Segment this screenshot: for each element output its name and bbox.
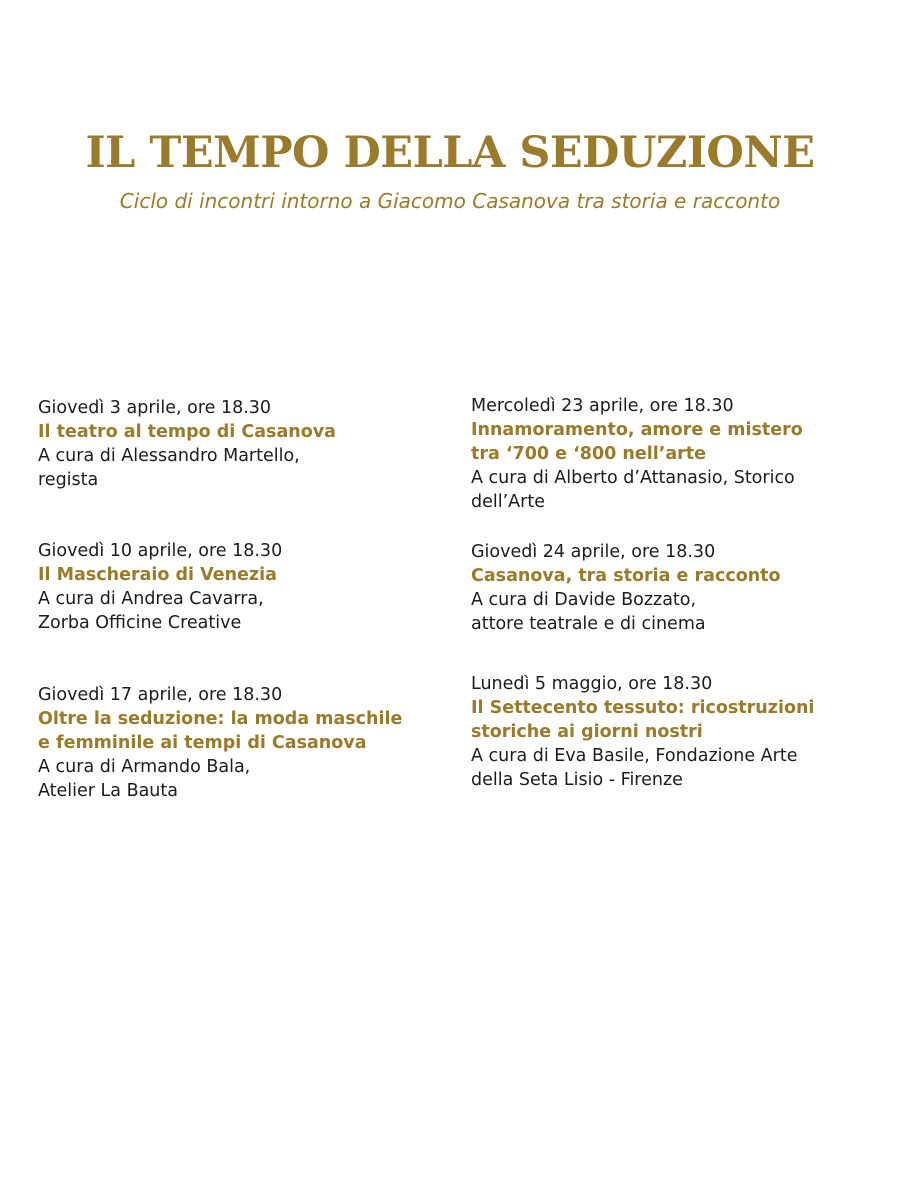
- event-date: Giovedì 3 aprile, ore 18.30: [38, 398, 272, 418]
- event-date: Giovedì 10 aprile, ore 18.30: [38, 541, 283, 561]
- event-title: Il Mascheraio di Venezia: [38, 565, 277, 585]
- event-title: tra ‘700 e ‘800 nell’arte: [471, 444, 707, 464]
- event-date: Giovedì 24 aprile, ore 18.30: [471, 542, 716, 562]
- event-date: Mercoledì 23 aprile, ore 18.30: [471, 396, 734, 416]
- event-curator: A cura di Davide Bozzato,: [471, 590, 697, 610]
- event-curator: A cura di Armando Bala,: [38, 757, 251, 777]
- event-curator: dell’Arte: [471, 492, 545, 512]
- page-title: IL TEMPO DELLA SEDUZIONE: [85, 128, 815, 178]
- event-title: Oltre la seduzione: la moda maschile: [38, 709, 403, 729]
- event-curator: della Seta Lisio - Firenze: [471, 770, 683, 790]
- event-item: [38, 683, 458, 803]
- event-title: Il Settecento tessuto: ricostruzioni: [471, 698, 815, 718]
- header: [0, 118, 900, 214]
- event-item: [38, 539, 458, 635]
- event-title: Innamoramento, amore e mistero: [471, 420, 803, 440]
- event-curator: A cura di Eva Basile, Fondazione Arte: [471, 746, 798, 766]
- event-curator: Zorba Officine Creative: [38, 613, 242, 633]
- event-item: [471, 540, 891, 636]
- event-date: Giovedì 17 aprile, ore 18.30: [38, 685, 283, 705]
- event-curator: A cura di Alberto d’Attanasio, Storico: [471, 468, 795, 488]
- page-subtitle: Ciclo di incontri intorno a Giacomo Casanova tra storia e racconto: [119, 189, 781, 213]
- event-title: Casanova, tra storia e racconto: [471, 566, 781, 586]
- event-item: [38, 396, 458, 492]
- event-title: Il teatro al tempo di Casanova: [38, 422, 336, 442]
- event-curator: A cura di Andrea Cavarra,: [38, 589, 264, 609]
- event-curator: regista: [38, 470, 99, 490]
- event-curator: A cura di Alessandro Martello,: [38, 446, 300, 466]
- event-title: storiche ai giorni nostri: [471, 722, 703, 742]
- event-item: [471, 672, 891, 792]
- event-item: [471, 394, 891, 514]
- event-date: Lunedì 5 maggio, ore 18.30: [471, 674, 713, 694]
- event-curator: attore teatrale e di cinema: [471, 614, 706, 634]
- event-title: e femminile ai tempi di Casanova: [38, 733, 367, 753]
- event-curator: Atelier La Bauta: [38, 781, 178, 801]
